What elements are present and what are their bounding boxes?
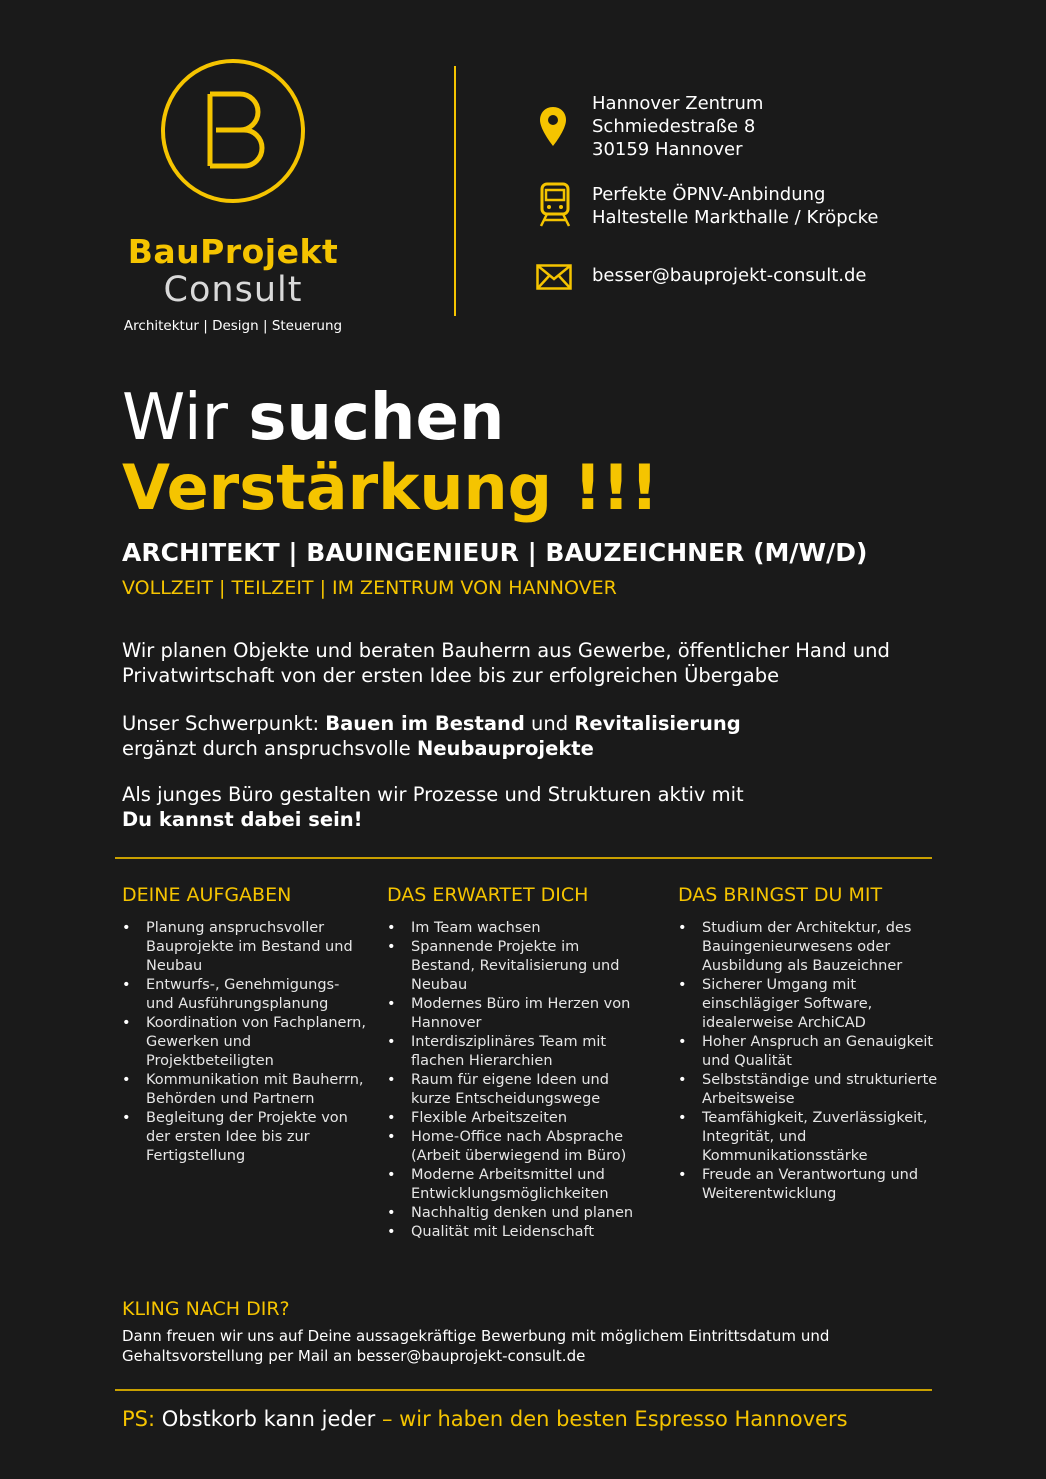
list <box>678 919 940 1204</box>
list-item: • Entwurfs-, Genehmigungs- und Ausführungsplanung <box>122 976 367 1014</box>
intro-p2-e: ergänzt durch anspruchsvolle <box>122 737 418 760</box>
list-item: • Teamfähigkeit, Zuverlässigkeit, Integrität, und Kommunikationsstärke <box>678 1109 940 1166</box>
job-titles: ARCHITEKT | BAUINGENIEUR | BAUZEICHNER (M/W/D) <box>122 538 868 567</box>
list-item: • Selbstständige und strukturierte Arbeitsweise <box>678 1071 940 1109</box>
brand-name: BauProjekt <box>127 232 339 271</box>
list <box>387 919 647 1242</box>
list-item: • Studium der Architektur, des Bauingenieurwesens oder Ausbildung als Bauzeichner <box>678 919 940 976</box>
intro-paragraph-2 <box>122 711 942 761</box>
column-heading: DEINE AUFGABEN <box>122 884 292 906</box>
intro-p2-c: und <box>524 712 575 735</box>
list-item: • Im Team wachsen <box>387 919 647 938</box>
list-item: • Spannende Projekte im Bestand, Revitalisierung und Neubau <box>387 938 647 995</box>
ps-line <box>122 1407 848 1431</box>
list-item: • Sicherer Umgang mit einschlägiger Software, idealerweise ArchiCAD <box>678 976 940 1033</box>
list-item: • Hoher Anspruch an Genauigkeit und Qualität <box>678 1033 940 1071</box>
ps-prefix: PS: <box>122 1407 162 1431</box>
transit-text: Perfekte ÖPNV-Anbindung Haltestelle Markthalle / Kröpcke <box>592 184 879 228</box>
intro-paragraph-3 <box>122 782 942 832</box>
intro-p2-bold-3: Neubauprojekte <box>417 737 594 760</box>
cta-text: Dann freuen wir uns auf Deine aussagekräftige Bewerbung mit möglichem Eintrittsdatum und Gehaltsvorstellung per Mail an besser@bauprojekt-consult.de <box>122 1327 830 1365</box>
list-item: • Flexible Arbeitszeiten <box>387 1109 647 1128</box>
list <box>122 919 367 1166</box>
list-item: • Raum für eigene Ideen und kurze Entscheidungswege <box>387 1071 647 1109</box>
list-item: • Freude an Verantwortung und Weiterentwicklung <box>678 1166 940 1204</box>
headline-line-1 <box>122 380 504 456</box>
intro-p2-a: Unser Schwerpunkt: <box>122 712 326 735</box>
column-bringst <box>678 884 940 1204</box>
column-heading: DAS BRINGST DU MIT <box>678 884 883 906</box>
divider-bottom <box>115 1389 932 1391</box>
list-item: • Nachhaltig denken und planen <box>387 1204 647 1223</box>
address-text: Hannover Zentrum Schmiedestraße 8 30159 Hannover <box>592 93 764 160</box>
headline-wir: Wir <box>122 381 249 455</box>
column-heading: DAS ERWARTET DICH <box>387 884 589 906</box>
train-icon <box>538 182 572 228</box>
brand-tagline: Architektur | Design | Steuerung <box>123 318 343 334</box>
ps-suffix: – wir haben den besten Espresso Hannovers <box>375 1407 848 1431</box>
intro-paragraph-1: Wir planen Objekte und beraten Bauherrn aus Gewerbe, öffentlicher Hand und Privatwirtschaft von der ersten Idee bis zur erfolgreichen Übergabe <box>122 639 890 687</box>
email-link[interactable]: besser@bauprojekt-consult.de <box>592 265 867 286</box>
intro-p2-bold-2: Revitalisierung <box>574 712 741 735</box>
list-item: • Moderne Arbeitsmittel und Entwicklungsmöglichkeiten <box>387 1166 647 1204</box>
mail-icon <box>536 264 572 290</box>
list-item: • Qualität mit Leidenschaft <box>387 1223 647 1242</box>
intro-p2-bold-1: Bauen im Bestand <box>325 712 525 735</box>
divider-top <box>115 857 932 859</box>
column-erwartet <box>387 884 647 1242</box>
intro-p3-a: Als junges Büro gestalten wir Prozesse und Strukturen aktiv mit <box>122 783 744 806</box>
intro-p3-bold: Du kannst dabei sein! <box>122 808 363 831</box>
list-item: • Koordination von Fachplanern, Gewerken und Projektbeteiligten <box>122 1014 367 1071</box>
headline-line-2: Verstärkung !!! <box>122 451 659 524</box>
ps-main: Obstkorb kann jeder <box>161 1407 376 1431</box>
list-item: • Kommunikation mit Bauherrn, Behörden und Partnern <box>122 1071 367 1109</box>
cta-heading: KLING NACH DIR? <box>122 1298 290 1320</box>
list-item: • Planung anspruchsvoller Bauprojekte im Bestand und Neubau <box>122 919 367 976</box>
list-item: • Modernes Büro im Herzen von Hannover <box>387 995 647 1033</box>
list-item: • Interdisziplinäres Team mit flachen Hierarchien <box>387 1033 647 1071</box>
header-divider <box>454 66 456 316</box>
job-meta: VOLLZEIT | TEILZEIT | IM ZENTRUM VON HANNOVER <box>122 577 617 599</box>
location-pin-icon <box>539 106 567 148</box>
list-item: • Home-Office nach Absprache (Arbeit überwiegend im Büro) <box>387 1128 647 1166</box>
brand-subname: Consult <box>163 270 303 310</box>
list-item: • Begleitung der Projekte von der ersten Idee bis zur Fertigstellung <box>122 1109 367 1166</box>
headline-suchen: suchen <box>248 381 505 455</box>
column-aufgaben <box>122 884 367 1166</box>
logo-b-icon <box>160 58 306 204</box>
